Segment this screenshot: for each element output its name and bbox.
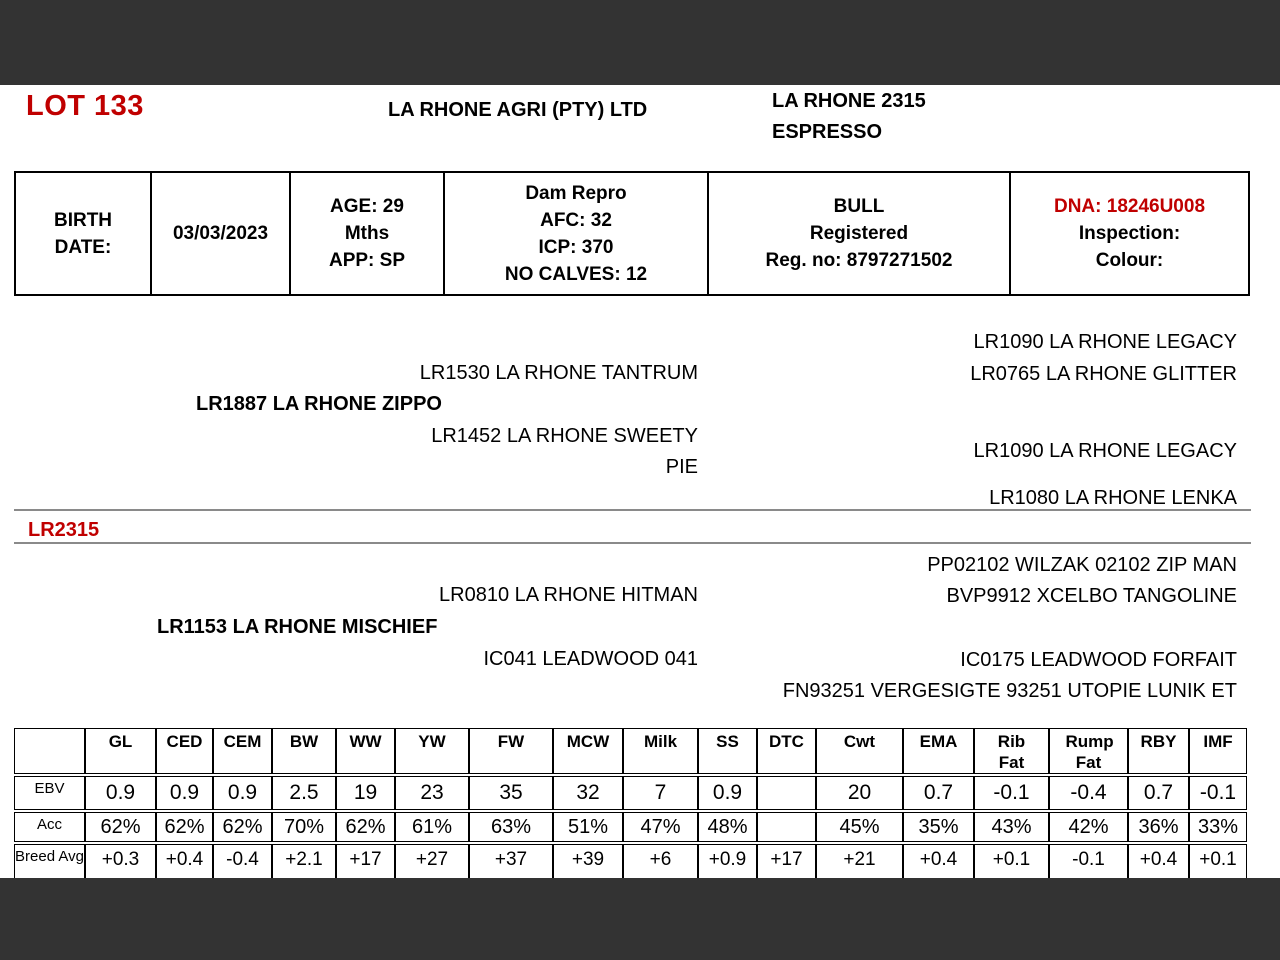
breed-avg-cell: -0.1 xyxy=(1049,844,1128,886)
ebv-col-header: BW xyxy=(272,728,336,774)
acc-value-cell xyxy=(757,812,816,842)
acc-value-cell: 36% xyxy=(1128,812,1189,842)
info-line: APP: SP xyxy=(328,250,406,271)
breed-avg-cell: +39 xyxy=(553,844,623,886)
ebv-col-header: EMA xyxy=(903,728,974,774)
ebv-values-row xyxy=(14,776,1247,810)
info-cell-dna xyxy=(1011,173,1248,294)
ebv-value-cell: 23 xyxy=(395,776,469,810)
breed-avg-cell: -0.4 xyxy=(213,844,272,886)
pedigree-sire-dam-sire: LR1090 LA RHONE LEGACY xyxy=(973,440,1237,462)
ebv-col-header: CED xyxy=(156,728,213,774)
breed-avg-cell: +0.3 xyxy=(85,844,156,886)
ebv-row-label: Acc xyxy=(14,812,85,842)
acc-value-cell: 47% xyxy=(623,812,698,842)
breed-avg-cell: +21 xyxy=(816,844,903,886)
acc-value-cell: 62% xyxy=(156,812,213,842)
ebv-col-header: SS xyxy=(698,728,757,774)
pedigree-dam: LR1153 LA RHONE MISCHIEF xyxy=(157,616,438,638)
acc-value-cell: 42% xyxy=(1049,812,1128,842)
breed-avg-cell: +17 xyxy=(336,844,395,886)
ebv-col-header-text: Rump Fat xyxy=(1065,732,1114,772)
pedigree-dam-dam-dam: FN93251 VERGESIGTE 93251 UTOPIE LUNIK ET xyxy=(782,680,1237,702)
acc-value-cell: 51% xyxy=(553,812,623,842)
info-line: AGE: 29 xyxy=(330,196,404,217)
birth-date-value: 03/03/2023 xyxy=(172,223,269,244)
ebv-header-row xyxy=(14,728,1247,774)
breed-avg-cell: +37 xyxy=(469,844,553,886)
info-line: Dam Repro xyxy=(525,182,627,204)
pedigree-divider-top xyxy=(14,509,1251,511)
info-line: DATE: xyxy=(54,236,112,258)
ebv-col-header-text: Rib Fat xyxy=(997,732,1026,772)
info-cell-registration xyxy=(709,173,1011,294)
pedigree-dam-dam: IC041 LEADWOOD 041 xyxy=(483,648,698,670)
pedigree-sire-sire: LR1530 LA RHONE TANTRUM xyxy=(419,362,698,384)
pedigree-sire-dam-dam: LR1080 LA RHONE LENKA xyxy=(989,487,1237,509)
ebv-value-cell: 0.7 xyxy=(1128,776,1189,810)
breed-avg-cell: +0.4 xyxy=(1128,844,1189,886)
pedigree-dam-sire-sire: PP02102 WILZAK 02102 ZIP MAN xyxy=(927,554,1237,576)
info-line: BIRTH xyxy=(53,209,113,231)
acc-value-cell: 45% xyxy=(816,812,903,842)
info-line: Inspection: xyxy=(1078,223,1181,244)
ebv-col-header: MCW xyxy=(553,728,623,774)
ebv-value-cell: 0.9 xyxy=(698,776,757,810)
ebv-col-header: RBY xyxy=(1128,728,1189,774)
info-cell-birth-date xyxy=(152,173,291,294)
acc-value-cell: 48% xyxy=(698,812,757,842)
ebv-value-cell: -0.1 xyxy=(1189,776,1247,810)
ebv-value-cell: 35 xyxy=(469,776,553,810)
ebv-col-header: Milk xyxy=(623,728,698,774)
breed-avg-cell: +0.4 xyxy=(156,844,213,886)
pedigree-sire: LR1887 LA RHONE ZIPPO xyxy=(196,393,442,415)
breed-avg-cell: +0.9 xyxy=(698,844,757,886)
acc-value-cell: 35% xyxy=(903,812,974,842)
info-line: AFC: 32 xyxy=(540,209,612,231)
acc-value-cell: 62% xyxy=(213,812,272,842)
info-cell-birth-label xyxy=(16,173,152,294)
info-line: Reg. no: 8797271502 xyxy=(765,250,953,271)
ebv-col-header: DTC xyxy=(757,728,816,774)
accuracy-row xyxy=(14,812,1247,842)
ebv-value-cell: 19 xyxy=(336,776,395,810)
ebv-value-cell: 20 xyxy=(816,776,903,810)
pedigree-dam-dam-sire: IC0175 LEADWOOD FORFAIT xyxy=(960,649,1237,671)
breed-avg-cell: +6 xyxy=(623,844,698,886)
ebv-value-cell: 32 xyxy=(553,776,623,810)
acc-value-cell: 62% xyxy=(336,812,395,842)
breed-avg-cell: +0.1 xyxy=(1189,844,1247,886)
letterbox-bottom-bar xyxy=(0,878,1280,960)
ebv-col-header: GL xyxy=(85,728,156,774)
ebv-value-cell: 7 xyxy=(623,776,698,810)
pedigree-dam-sire-dam: BVP9912 XCELBO TANGOLINE xyxy=(946,585,1237,607)
ebv-value-cell: 0.9 xyxy=(156,776,213,810)
lot-number: LOT 133 xyxy=(26,90,144,122)
ebv-value-cell: 2.5 xyxy=(272,776,336,810)
info-line: NO CALVES: 12 xyxy=(504,263,648,285)
acc-value-cell: 33% xyxy=(1189,812,1247,842)
breed-avg-cell: +17 xyxy=(757,844,816,886)
acc-value-cell: 61% xyxy=(395,812,469,842)
letterbox-top-bar xyxy=(0,0,1280,85)
animal-name-line1: LA RHONE 2315 xyxy=(772,90,926,112)
info-line: ICP: 370 xyxy=(538,236,614,258)
ebv-col-header: IMF xyxy=(1189,728,1247,774)
acc-value-cell: 70% xyxy=(272,812,336,842)
ebv-col-header xyxy=(1049,728,1128,774)
ebv-col-header: FW xyxy=(469,728,553,774)
pedigree-subject-id: LR2315 xyxy=(28,519,100,541)
info-line: Mths xyxy=(344,223,390,244)
ebv-value-cell: 0.9 xyxy=(85,776,156,810)
pedigree-dam-sire: LR0810 LA RHONE HITMAN xyxy=(439,584,698,606)
ebv-value-cell: -0.4 xyxy=(1049,776,1128,810)
acc-value-cell: 62% xyxy=(85,812,156,842)
dna-number: DNA: 18246U008 xyxy=(1053,196,1206,217)
pedigree-sire-sire-dam: LR0765 LA RHONE GLITTER xyxy=(970,363,1237,385)
pedigree-sire-sire-sire: LR1090 LA RHONE LEGACY xyxy=(973,331,1237,353)
ebv-table xyxy=(14,726,1247,888)
pedigree-sire-dam: LR1452 LA RHONE SWEETY PIE xyxy=(431,425,698,478)
info-cell-age xyxy=(291,173,445,294)
acc-value-cell: 63% xyxy=(469,812,553,842)
ebv-header-empty xyxy=(14,728,85,774)
ebv-value-cell: 0.9 xyxy=(213,776,272,810)
breed-avg-cell: +0.4 xyxy=(903,844,974,886)
ebv-row-label: Breed Avg xyxy=(14,844,85,886)
company-name: LA RHONE AGRI (PTY) LTD xyxy=(388,99,648,121)
acc-value-cell: 43% xyxy=(974,812,1049,842)
pedigree-divider-bottom xyxy=(14,542,1251,544)
info-cell-dam-repro xyxy=(445,173,709,294)
animal-info-table xyxy=(14,171,1250,296)
ebv-col-header: YW xyxy=(395,728,469,774)
info-line: BULL xyxy=(833,196,885,217)
ebv-col-header: WW xyxy=(336,728,395,774)
ebv-col-header xyxy=(974,728,1049,774)
breed-avg-cell: +0.1 xyxy=(974,844,1049,886)
animal-name xyxy=(772,86,926,148)
ebv-row-label: EBV xyxy=(14,776,85,810)
ebv-value-cell: 0.7 xyxy=(903,776,974,810)
ebv-value-cell xyxy=(757,776,816,810)
info-line: Colour: xyxy=(1095,250,1164,271)
breed-avg-cell: +27 xyxy=(395,844,469,886)
ebv-value-cell: -0.1 xyxy=(974,776,1049,810)
ebv-col-header: Cwt xyxy=(816,728,903,774)
animal-name-line2: ESPRESSO xyxy=(772,121,883,143)
ebv-col-header: CEM xyxy=(213,728,272,774)
info-line: Registered xyxy=(809,223,909,244)
breed-avg-cell: +2.1 xyxy=(272,844,336,886)
